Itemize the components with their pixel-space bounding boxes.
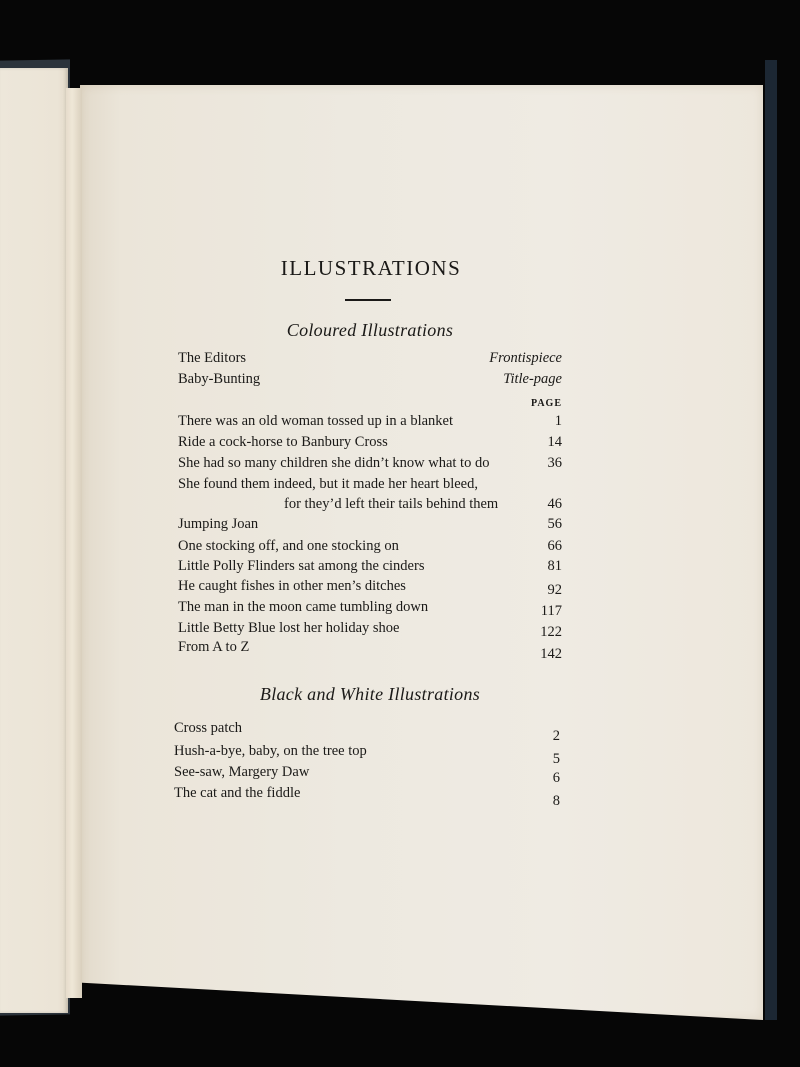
item-page: 92: [547, 582, 562, 598]
item-title: See-saw, Margery Daw: [174, 764, 310, 780]
item-title: Hush-a-bye, baby, on the tree top: [174, 743, 367, 759]
item-page: 36: [547, 455, 562, 471]
item-page: 46: [547, 496, 562, 512]
item-title: She found them indeed, but it made her heart bleed,: [178, 476, 478, 492]
item-title: There was an old woman tossed up in a blanket: [178, 413, 454, 429]
item-page: 117: [540, 603, 562, 619]
coloured-illustrations-heading: Coloured Illustrations: [286, 320, 454, 340]
item-title: Little Polly Flinders sat among the cinders: [178, 558, 425, 574]
item-page: 122: [540, 624, 562, 640]
item-title: Little Betty Blue lost her holiday shoe: [178, 620, 400, 636]
item-title: The Editors: [178, 350, 247, 366]
item-page: 2: [552, 728, 560, 744]
item-page: 1: [554, 413, 562, 429]
item-title: Jumping Joan: [178, 516, 259, 532]
item-page: Title-page: [503, 371, 562, 387]
page-column-label: PAGE: [530, 398, 562, 409]
title-rule-divider: [345, 299, 391, 301]
item-title-continuation: for they’d left their tails behind them: [284, 496, 499, 512]
item-title: She had so many children she didn’t know what to do: [178, 455, 490, 471]
item-title: The cat and the fiddle: [174, 785, 301, 801]
item-title: One stocking off, and one stocking on: [178, 538, 399, 554]
item-title: From A to Z: [178, 639, 250, 655]
item-page: 142: [540, 646, 562, 662]
item-title: Ride a cock-horse to Banbury Cross: [178, 434, 388, 450]
item-page: 81: [547, 558, 562, 574]
item-page: 66: [547, 538, 562, 554]
black-and-white-illustrations-heading: Black and White Illustrations: [259, 684, 481, 704]
item-title: Baby-Bunting: [178, 371, 261, 387]
item-page: 5: [552, 751, 560, 767]
item-page: Frontispiece: [489, 350, 562, 366]
item-title: He caught fishes in other men’s ditches: [178, 578, 406, 594]
item-page: 8: [552, 793, 560, 809]
item-page: 6: [552, 770, 560, 786]
item-page: 56: [547, 516, 562, 532]
item-page: 14: [547, 434, 562, 450]
page-title: ILLUSTRATIONS: [280, 256, 462, 280]
item-title: The man in the moon came tumbling down: [178, 599, 429, 615]
item-title: Cross patch: [174, 720, 243, 736]
